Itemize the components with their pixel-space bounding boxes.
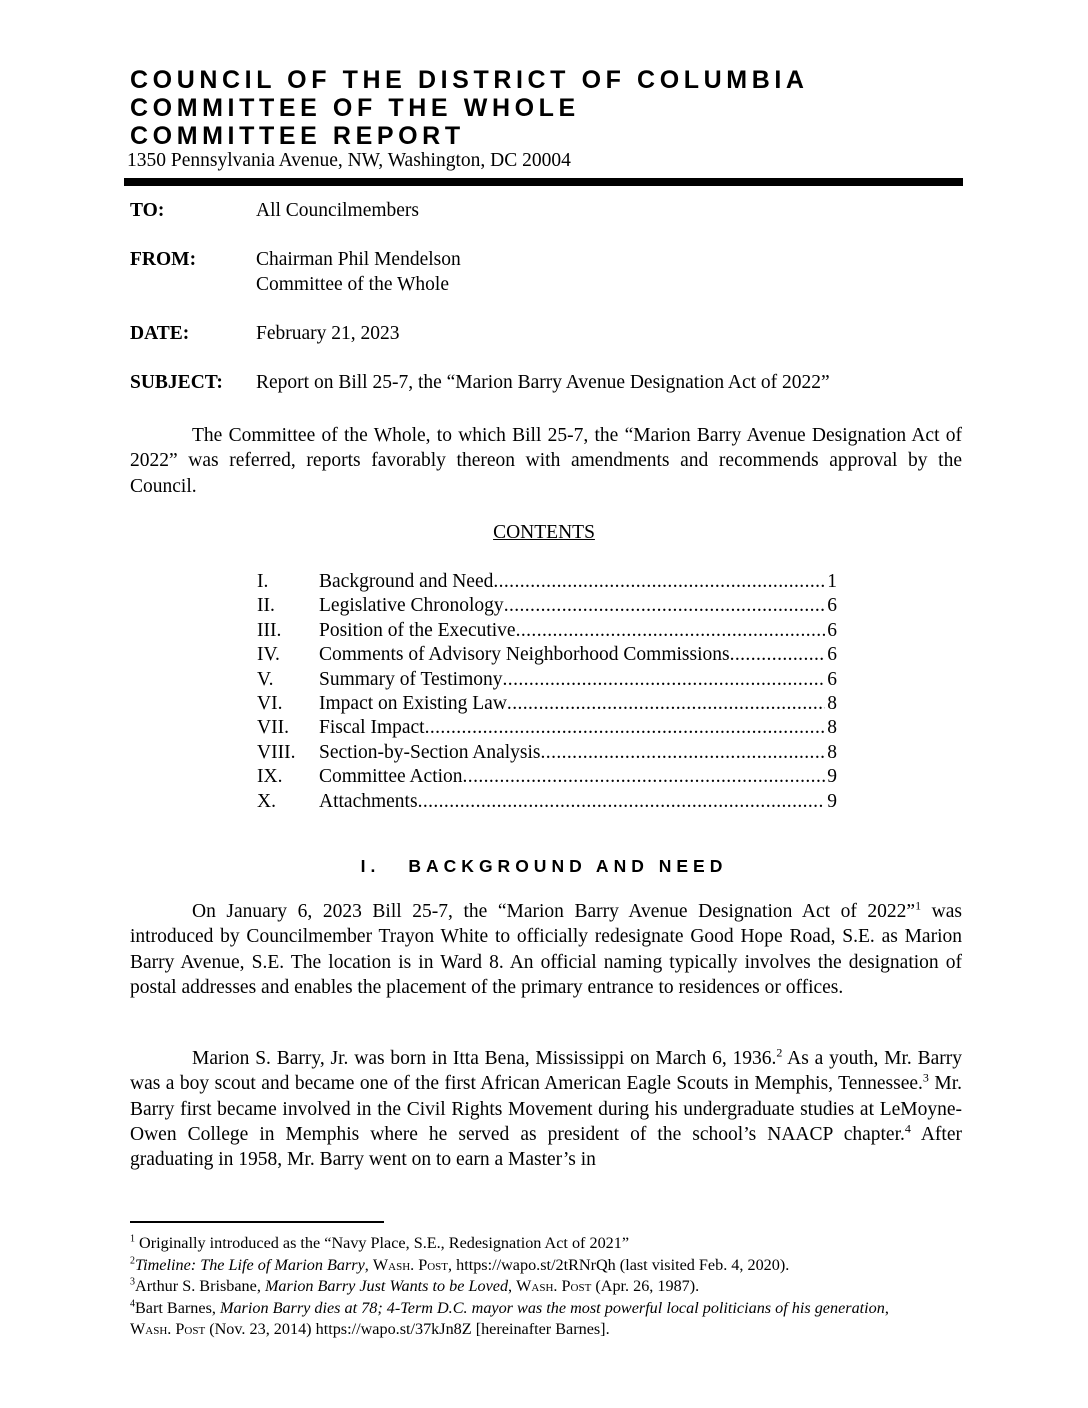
subject-value: Report on Bill 25-7, the “Marion Barry Avenue Designation Act of 2022” <box>256 372 830 393</box>
footnote-2: $^2$Timeline: The Life of Marion Barry, Wash. Post, https://wapo.st/2tRNrQh (last visited Feb. 4, 2020). <box>130 1255 790 1274</box>
toc-row[interactable] <box>257 570 837 594</box>
toc-page: 8 <box>827 692 837 714</box>
toc-title: Impact on Existing Law <box>319 692 507 714</box>
footnote-1: $^1$ Originally introduced as the “Navy Place, S.E., Redesignation Act of 2021” <box>130 1233 630 1252</box>
date-label: DATE: <box>130 323 190 344</box>
toc-row[interactable] <box>257 668 837 692</box>
toc-row[interactable] <box>257 741 837 765</box>
toc-num: IX. <box>257 766 283 788</box>
toc-num: V. <box>257 668 274 690</box>
committee-name: COMMITTEE OF THE WHOLE <box>130 94 580 122</box>
footnote-ref-2[interactable]: 2 <box>776 1045 783 1060</box>
toc-page: 6 <box>827 644 837 666</box>
toc-leader <box>541 741 826 765</box>
toc-num: I. <box>257 571 269 592</box>
council-name: COUNCIL OF THE DISTRICT OF COLUMBIA <box>130 66 809 94</box>
toc-title: Attachments <box>319 790 418 812</box>
toc-leader <box>463 765 826 789</box>
contents-title: CONTENTS <box>493 522 595 543</box>
toc-title: Legislative Chronology <box>319 595 504 617</box>
toc-row[interactable] <box>257 765 837 789</box>
footnote-separator <box>130 1221 384 1223</box>
date-value: February 21, 2023 <box>256 323 400 344</box>
toc-leader <box>516 619 826 643</box>
toc-num: X. <box>257 790 276 812</box>
footnote-3: $^3$Arthur S. Brisbane, Marion Barry Just Wants to be Loved, Wash. Post (Apr. 26, 1987). <box>130 1276 700 1295</box>
toc-title: Position of the Executive <box>319 619 516 641</box>
toc-page: 8 <box>827 717 837 739</box>
toc-leader <box>425 716 826 740</box>
table-of-contents <box>257 570 837 814</box>
toc-num: III. <box>257 619 282 641</box>
council-address: 1350 Pennsylvania Avenue, NW, Washington, DC 20004 <box>127 150 571 171</box>
toc-num: VII. <box>257 717 289 739</box>
report-type: COMMITTEE REPORT <box>130 122 465 150</box>
toc-leader <box>507 692 825 716</box>
toc-page: 6 <box>827 595 837 617</box>
header-rule <box>124 178 963 186</box>
section-title: BACKGROUND AND NEED <box>408 856 728 876</box>
to-value: All Councilmembers <box>256 200 420 221</box>
from-value-name: Chairman Phil Mendelson <box>256 249 461 270</box>
footnote-ref-3[interactable]: 3 <box>922 1070 929 1085</box>
from-value-committee: Committee of the Whole <box>256 274 449 295</box>
background-paragraph-1: On January 6, 2023 Bill 25-7, the “Marion Barry Avenue Designation Act of 2022”$^1$ was introduced by Councilmember Trayon White to officially redesignate Good Hope Road, S.E. as Marion Barry Avenue, S.E. The location is in Ward 8. An official naming typically involves the designation of postal addresses and enables the placement of the primary entrance to residences or offices. <box>130 898 962 998</box>
toc-page: 9 <box>827 766 837 788</box>
toc-row[interactable] <box>257 643 837 667</box>
toc-leader <box>503 668 826 692</box>
toc-title: Section-by-Section Analysis <box>319 741 541 763</box>
intro-paragraph <box>130 423 962 499</box>
toc-title: Summary of Testimony <box>319 668 503 690</box>
toc-page: 6 <box>827 619 837 641</box>
intro-text: The Committee of the Whole, to which Bill 25-7, the “Marion Barry Avenue Designation Act of 2022” was referred, reports favorably thereon with amendments and recommends approval by the Council. <box>130 425 962 497</box>
contents-heading <box>0 522 1088 544</box>
footnote-ref-1[interactable]: 1 <box>915 898 922 913</box>
subject-label: SUBJECT: <box>130 372 223 393</box>
toc-title: Background and Need <box>319 571 494 592</box>
footnote-ref-4[interactable]: 4 <box>904 1121 911 1136</box>
toc-num: VIII. <box>257 741 296 763</box>
toc-row[interactable] <box>257 716 837 740</box>
toc-page: 1 <box>827 571 837 592</box>
section-heading <box>0 856 1088 877</box>
footnote-4-continued: Wash. Post (Nov. 23, 2014) https://wapo.st/37kJn8Z [hereinafter Barnes]. <box>130 1320 610 1338</box>
toc-page: 6 <box>827 668 837 690</box>
toc-title: Comments of Advisory Neighborhood Commissions <box>319 644 730 666</box>
toc-num: VI. <box>257 692 283 714</box>
from-label: FROM: <box>130 249 197 270</box>
section-number: I. <box>360 856 381 876</box>
toc-title: Fiscal Impact <box>319 717 425 739</box>
background-paragraph-2: Marion S. Barry, Jr. was born in Itta Bena, Mississippi on March 6, 1936.$^2$ As a youth, Mr. Barry was a boy scout and became one of the first African American Eagle Scouts in Memphis, Tennessee.$^3$ Mr. Barry first became involved in the Civil Rights Movement during his undergraduate studies at LeMoyne-Owen College in Memphis where he served as president of the school’s NAACP chapter.$^4$ After graduating in 1958, Mr. Barry went on to earn a Master’s in <box>130 1045 963 1171</box>
toc-leader <box>493 570 825 594</box>
toc-leader <box>730 643 826 667</box>
toc-title: Committee Action <box>319 766 463 788</box>
toc-page: 8 <box>827 741 837 763</box>
toc-row[interactable] <box>257 692 837 716</box>
toc-num: II. <box>257 595 275 617</box>
toc-leader <box>504 594 826 618</box>
toc-page: 9 <box>827 790 837 812</box>
toc-row[interactable] <box>257 790 837 814</box>
toc-leader <box>418 790 826 814</box>
to-label: TO: <box>130 200 165 221</box>
toc-row[interactable] <box>257 594 837 618</box>
toc-row[interactable] <box>257 619 837 643</box>
toc-num: IV. <box>257 644 280 666</box>
footnote-4: $^4$Bart Barnes, Marion Barry dies at 78; 4-Term D.C. mayor was the most powerful local politicians of his generation, <box>130 1298 889 1317</box>
